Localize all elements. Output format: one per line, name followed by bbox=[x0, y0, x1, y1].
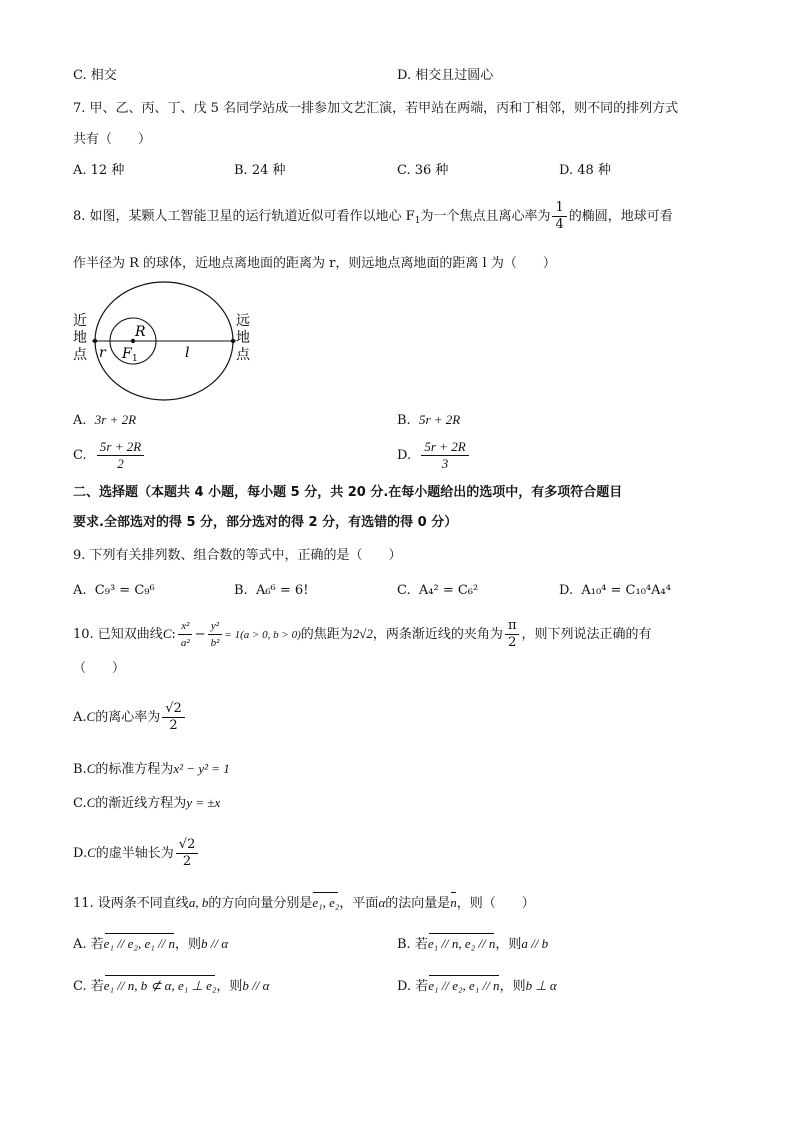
radius-label: R bbox=[135, 324, 146, 340]
q10-option-c: C.C的渐近线方程为y = ±x bbox=[73, 795, 221, 811]
near-label-1: 近 bbox=[73, 313, 87, 329]
far-label-2: 地 bbox=[236, 330, 250, 346]
far-label-3: 点 bbox=[236, 347, 250, 363]
far-label-1: 远 bbox=[236, 313, 250, 329]
q8-eccentricity-fraction: $\frac{1}{4}$ bbox=[552, 200, 566, 233]
q10-option-b: B.C的标准方程为x² − y² = 1 bbox=[73, 761, 230, 777]
q10-option-d: D.C的虚半轴长为 $\frac{√2}{2}$ bbox=[73, 832, 200, 875]
q7-option-d: D. 48 种 bbox=[559, 163, 611, 178]
q8-option-b: B. 5r + 2R bbox=[397, 412, 461, 428]
q6-option-d: D. 相交且过圆心 bbox=[397, 68, 494, 83]
q8-option-c: C. $\frac{5r + 2R}{2}$ bbox=[73, 436, 146, 476]
q8-option-a: A. 3r + 2R bbox=[73, 412, 137, 428]
q8-stem-line2: 作半径为 R 的球体，近地点离地面的距离为 r，则远地点离地面的距离 l 为（ ） bbox=[73, 256, 556, 271]
focus-label-subscript: 1 bbox=[132, 354, 138, 364]
q7-option-c: C. 36 种 bbox=[397, 163, 449, 178]
q9-option-b: B. A₆⁶ = 6! bbox=[234, 583, 309, 598]
q11-option-a: A. 若e₁ // e₂, e₁ // n，则b // α bbox=[73, 936, 229, 952]
q9-option-d: D. A₁₀⁴ = C₁₀⁴A₄⁴ bbox=[559, 583, 671, 598]
q7-stem-line1: 7. 甲、乙、丙、丁、戊 5 名同学站成一排参加文艺汇演，若甲站在两端，丙和丁相邻，则不同的排列方式 bbox=[73, 101, 679, 116]
near-point-dot bbox=[93, 339, 97, 343]
q6-option-c: C. 相交 bbox=[73, 68, 117, 83]
far-point-dot bbox=[231, 339, 235, 343]
q9-option-c: C. A₄² = C₆² bbox=[397, 583, 479, 598]
q11-option-d: D. 若e₁ // e₂, e₁ // n，则b ⊥ α bbox=[397, 978, 557, 994]
q11-option-b: B. 若e₁ // n, e₂ // n，则a // b bbox=[397, 936, 549, 952]
q9-stem: 9. 下列有关排列数、组合数的等式中，正确的是（ ） bbox=[73, 548, 402, 563]
section2-heading-line1: 二、选择题（本题共 4 小题，每小题 5 分，共 20 分.在每小题给出的选项中，有多项符合题目 bbox=[73, 485, 623, 500]
focus-label: F bbox=[122, 346, 132, 362]
q7-stem-line2: 共有（ ） bbox=[73, 132, 152, 147]
q10-stem-line1: 10. 已知双曲线C: $\frac{\text{x²}}{\text{a²}}$ − $\frac{\text{y²}}{\text{b²}}$ = 1(a > 0, b > 0)的焦距为2√2，两条渐近线的夹角为 $\frac{\pi}{2}$ ，则下列说法正确的有 bbox=[73, 618, 652, 650]
q11-option-c: C. 若e₁ // n, b ⊄ α, e₁ ⊥ e₂，则b // α bbox=[73, 978, 270, 994]
section2-heading-line2: 要求.全部选对的得 5 分，部分选对的得 2 分，有选错的得 0 分） bbox=[73, 515, 458, 530]
q10-stem-line2: （ ） bbox=[73, 661, 126, 676]
q7-option-b: B. 24 种 bbox=[234, 163, 286, 178]
near-label-2: 地 bbox=[73, 330, 87, 346]
near-label-3: 点 bbox=[73, 347, 87, 363]
q8-stem-line1: 8. 如图，某颗人工智能卫星的运行轨道近似可看作以地心 $F_1$为一个焦点且离心率为 $\frac{1}{4}$ 的椭圆，地球可看 bbox=[73, 200, 673, 232]
q10-option-a: A.C的离心率为 $\frac{√2}{2}$ bbox=[73, 696, 187, 739]
q9-option-a: A. C₉³ = C₉⁶ bbox=[73, 583, 155, 598]
q11-stem: 11. 设两条不同直线a, b的方向向量分别是e₁, e₂，平面α的法向量是n，则（ ） bbox=[73, 895, 535, 911]
far-distance-label: l bbox=[185, 345, 190, 361]
near-distance-label: r bbox=[99, 345, 106, 361]
q7-option-a: A. 12 种 bbox=[73, 163, 125, 178]
q8-ellipse-figure bbox=[68, 280, 268, 404]
q8-option-d: D. $\frac{5r + 2R}{3}$ bbox=[397, 436, 471, 476]
